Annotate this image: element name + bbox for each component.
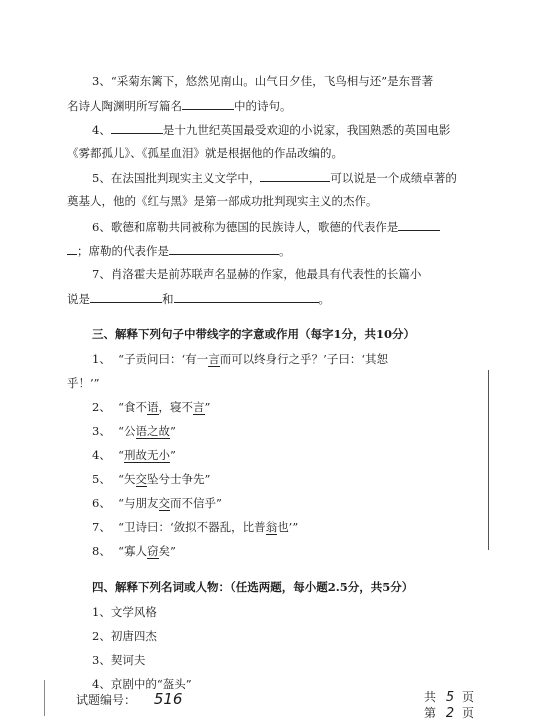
section-4-item-1	[92, 604, 157, 620]
question-7-line-1	[92, 266, 421, 282]
section-3-item-3	[92, 423, 176, 439]
section-4-item-2-number: 2、	[92, 629, 111, 643]
page-total-label-a: 共	[424, 690, 437, 704]
section-3-item-5-number: 5、	[92, 472, 111, 486]
page-number-label-a: 第	[424, 706, 437, 720]
page-number-label-b: 页	[461, 706, 474, 720]
section-3-item-6-underlined: 交	[158, 496, 171, 510]
section-3-item-2	[92, 399, 210, 415]
question-3-answer-blank[interactable]	[182, 97, 234, 110]
question-4-number: 4、	[92, 123, 111, 137]
section-4-item-1-text: 文学风格	[110, 605, 157, 619]
section-3-item-7-underlined: 翁	[265, 520, 278, 534]
section-3-item-7	[92, 519, 298, 535]
section-3-item-6-post: 而不信乎”	[170, 496, 222, 510]
page-total-value: 5	[445, 690, 455, 705]
section-3-item-4-number: 4、	[92, 448, 111, 462]
section-3-item-2-mid: ，寝不	[158, 400, 194, 414]
section-3-item-6	[92, 495, 222, 511]
question-3-line-1	[92, 73, 433, 89]
section-3-item-4-underlined: 刑故无小	[124, 448, 171, 462]
page-total	[424, 688, 474, 705]
section-3-item-1-continued: 乎！’”	[67, 376, 100, 390]
question-3-text-a: “采菊东篱下，悠然见南山。山气日夕佳，飞鸟相与还”是东晋著	[110, 74, 434, 88]
question-4-text-a: 是十九世纪英国最受欢迎的小说家，我国熟悉的英国电影	[162, 123, 451, 137]
section-3-item-3-underlined: 语之故	[135, 424, 171, 438]
question-5-text-b: 奠基人，他的《红与黑》是第一部成功批判现实主义的杰作。	[67, 194, 378, 208]
page-number	[424, 704, 474, 721]
exam-code-value: 516	[153, 690, 183, 708]
section-3-item-6-pre: “与朋友	[118, 496, 159, 510]
section-3-item-8-post: 矣”	[158, 544, 176, 558]
section-3-item-7-pre: “卫诗曰：‘敛拟不器乱，比普	[118, 520, 266, 534]
section-3-heading: 三、解释下列句子中带线字的字意或作用（每字1分，共10分）	[92, 327, 416, 341]
section-3-item-1	[92, 351, 388, 367]
question-7-number: 7、	[92, 267, 111, 281]
section-3-item-3-post: ”	[170, 424, 176, 438]
section-3-item-1-post: 而可以终身行之乎？’子曰：‘其恕	[219, 352, 388, 366]
section-4-item-4-number: 4、	[92, 677, 111, 691]
question-5-number: 5、	[92, 171, 111, 185]
question-3-number: 3、	[92, 74, 111, 88]
section-3-item-2-pre: “食不	[118, 400, 148, 414]
section-4-item-4-text: 京剧中的“盔头”	[110, 677, 192, 691]
section-4-item-3-text: 契诃夫	[110, 653, 146, 667]
section-3-item-5-underlined: 交	[135, 472, 148, 486]
question-5-line-2	[67, 193, 378, 209]
question-6-text-b-post: 。	[279, 244, 291, 258]
question-6-answer-blank-1-cont[interactable]	[67, 242, 77, 255]
section-3-item-4	[92, 447, 176, 463]
question-4-text-b: 《雾都孤儿》、《孤星血泪》就是根据他的作品改编的。	[67, 146, 343, 160]
section-3-item-1-pre: “子贡问曰：‘有一	[118, 352, 209, 366]
question-5-answer-blank[interactable]	[260, 169, 330, 182]
section-3-item-8-underlined: 窃	[147, 544, 159, 558]
question-7-text-b-mid: 和	[162, 292, 174, 306]
question-6-text-b-pre: ；席勒的代表作是	[77, 244, 169, 258]
section-3-item-3-pre: “公	[118, 424, 136, 438]
section-3-item-8	[92, 543, 176, 559]
section-3-item-4-pre: “	[118, 448, 125, 462]
question-7-text-b-post: 。	[318, 292, 330, 306]
question-6-line-1	[92, 218, 440, 235]
section-3-item-1-underlined: 言	[208, 352, 220, 366]
section-3-item-3-number: 3、	[92, 424, 111, 438]
section-3-item-1-number: 1、	[92, 352, 111, 366]
page-number-value: 2	[445, 706, 455, 721]
question-3-line-2	[67, 97, 292, 114]
section-3-item-8-pre: “寡人	[118, 544, 148, 558]
question-3-text-b-pre: 名诗人陶渊明所写篇名	[67, 99, 182, 113]
section-3-item-8-number: 8、	[92, 544, 111, 558]
section-4-heading: 四、解释下列名词或人物：（任选两题，每小题2.5分，共5分）	[92, 580, 414, 594]
section-3-item-2-underlined-2: 言	[193, 400, 205, 414]
section-3-item-5	[92, 471, 210, 487]
question-3-text-b-post: 中的诗句。	[234, 99, 292, 113]
section-3-item-2-number: 2、	[92, 400, 111, 414]
section-3-item-5-pre: “矢	[118, 472, 136, 486]
question-4-line-2	[67, 145, 343, 161]
section-3-item-6-number: 6、	[92, 496, 111, 510]
question-5-line-1	[92, 169, 457, 186]
section-4-item-1-number: 1、	[92, 605, 111, 619]
section-3-item-4-post: ”	[170, 448, 176, 462]
question-5-text-a-pre: 在法国批判现实主义文学中，	[110, 171, 261, 185]
question-7-text-a: 肖洛霍夫是前苏联声名显赫的作家，他最具有代表性的长篇小	[110, 267, 422, 281]
section-3-item-2-underlined-1: 语	[147, 400, 159, 414]
question-6-number: 6、	[92, 220, 111, 234]
section-4-item-3-number: 3、	[92, 653, 111, 667]
question-6-line-2	[67, 242, 291, 259]
question-6-text-a: 歌德和席勒共同被称为德国的民族诗人，歌德的代表作是	[110, 220, 399, 234]
right-margin-rule	[488, 370, 489, 550]
question-4-answer-blank[interactable]	[111, 121, 163, 134]
question-6-answer-blank-1[interactable]	[398, 218, 440, 231]
exam-code	[76, 690, 182, 708]
exam-code-label: 试题编号：	[76, 693, 137, 707]
question-4-line-1	[92, 121, 450, 138]
section-4-item-2-text: 初唐四杰	[110, 629, 157, 643]
question-7-line-2	[67, 290, 330, 307]
left-margin-rule	[44, 680, 45, 716]
question-5-text-a-post: 可以说是一个成绩卓著的	[330, 171, 457, 185]
section-3-item-7-number: 7、	[92, 520, 111, 534]
question-7-text-b-pre: 说是	[67, 292, 90, 306]
section-3-item-5-post: 坠兮士争先”	[147, 472, 211, 486]
section-4-item-3	[92, 652, 145, 668]
page-total-label-b: 页	[461, 690, 474, 704]
question-6-answer-blank-2[interactable]	[169, 242, 279, 255]
section-3-item-2-post: ”	[204, 400, 211, 414]
question-7-answer-blank-2[interactable]	[174, 290, 319, 303]
section-4-item-2	[92, 628, 157, 644]
question-7-answer-blank-1[interactable]	[90, 290, 162, 303]
section-3-item-7-post: 也’”	[277, 520, 299, 534]
